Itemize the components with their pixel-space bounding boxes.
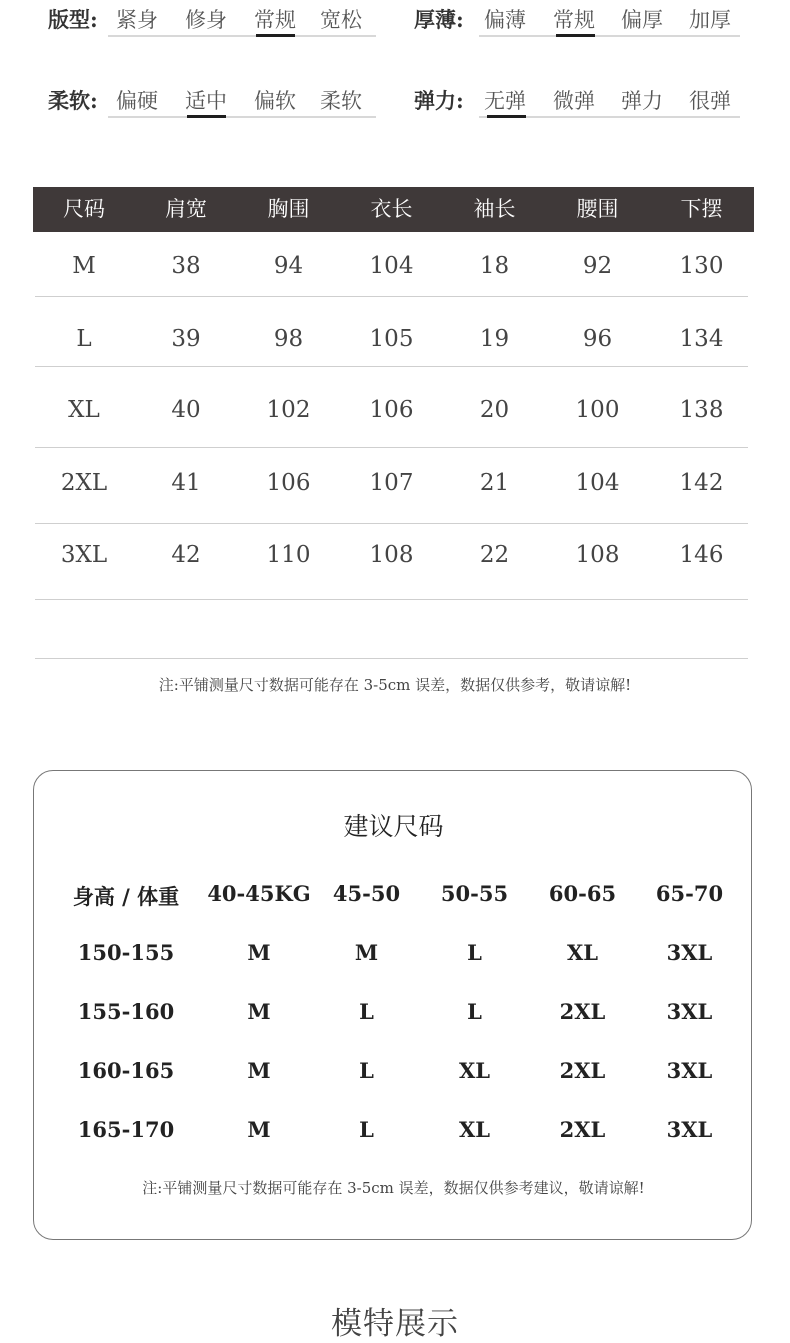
size-cell: 19 bbox=[479, 326, 510, 352]
size-cell: 22 bbox=[479, 542, 510, 568]
size-cell: 20 bbox=[479, 397, 510, 423]
size-cell: 142 bbox=[679, 470, 724, 496]
attr-softness-option: 适中 bbox=[185, 89, 227, 113]
weight-header: 45-50 bbox=[332, 881, 401, 906]
recommend-cell: 2XL bbox=[559, 999, 606, 1024]
size-cell: 102 bbox=[266, 397, 311, 423]
attr-fit-option: 修身 bbox=[185, 8, 227, 32]
height-label: 160-165 bbox=[77, 1058, 175, 1083]
size-cell: 94 bbox=[273, 253, 304, 279]
weight-header: 65-70 bbox=[655, 881, 724, 906]
size-cell: 96 bbox=[582, 326, 613, 352]
attr-softness-option: 偏软 bbox=[254, 89, 296, 113]
attr-elasticity-selected-marker bbox=[487, 115, 526, 118]
size-cell: 108 bbox=[369, 542, 414, 568]
attr-fit-option: 宽松 bbox=[320, 8, 362, 32]
size-table-header-cell: 腰围 bbox=[576, 197, 619, 221]
size-table-header-cell: 尺码 bbox=[63, 197, 105, 221]
size-cell: XL bbox=[68, 397, 100, 423]
attr-elasticity-option: 很弹 bbox=[689, 89, 731, 113]
size-cell: 106 bbox=[266, 470, 311, 496]
recommend-size-box bbox=[33, 770, 752, 1240]
attr-fit-option: 常规 bbox=[254, 8, 296, 32]
size-cell: 130 bbox=[679, 253, 724, 279]
height-label: 150-155 bbox=[77, 940, 175, 965]
attr-elasticity-option: 无弹 bbox=[484, 89, 526, 113]
recommend-cell: L bbox=[359, 1117, 374, 1142]
attr-softness-option: 柔软 bbox=[320, 89, 362, 113]
size-cell: M bbox=[72, 253, 96, 279]
attr-elasticity-label: 弹力: bbox=[414, 88, 464, 113]
model-section-title: 模特展示 bbox=[331, 1306, 459, 1342]
recommend-cell: 3XL bbox=[666, 1117, 713, 1142]
recommend-cell: 3XL bbox=[666, 999, 713, 1024]
size-cell: 98 bbox=[273, 326, 304, 352]
height-label: 155-160 bbox=[77, 999, 175, 1024]
recommend-cell: M bbox=[247, 940, 271, 965]
attr-thickness-option: 偏厚 bbox=[621, 8, 663, 32]
size-table-header-cell: 衣长 bbox=[370, 197, 413, 221]
recommend-cell: XL bbox=[458, 1117, 491, 1142]
row-divider bbox=[35, 599, 748, 600]
size-cell: 108 bbox=[575, 542, 620, 568]
recommend-cell: 2XL bbox=[559, 1058, 606, 1083]
row-divider bbox=[35, 447, 748, 448]
recommend-cell: M bbox=[247, 1117, 271, 1142]
recommend-cell: M bbox=[247, 999, 271, 1024]
size-cell: 104 bbox=[369, 253, 414, 279]
size-cell: 21 bbox=[479, 470, 510, 496]
attr-thickness-line bbox=[479, 35, 740, 37]
size-cell: 138 bbox=[679, 397, 724, 423]
size-cell: 40 bbox=[171, 397, 201, 423]
size-table-header-cell: 肩宽 bbox=[165, 197, 207, 221]
size-cell: 38 bbox=[171, 253, 201, 279]
attr-fit-option: 紧身 bbox=[116, 8, 158, 32]
size-cell: 41 bbox=[171, 470, 201, 496]
height-label: 165-170 bbox=[77, 1117, 175, 1142]
size-cell: 92 bbox=[582, 253, 613, 279]
attr-elasticity-option: 微弹 bbox=[553, 89, 595, 113]
size-cell: 106 bbox=[369, 397, 414, 423]
attr-thickness-option: 常规 bbox=[553, 8, 595, 32]
size-cell: 146 bbox=[679, 542, 724, 568]
attr-fit-label: 版型: bbox=[48, 7, 98, 32]
recommend-note: 注:平铺测量尺寸数据可能存在 3-5cm 误差，数据仅供参考建议，敬请谅解! bbox=[142, 1179, 645, 1197]
attr-thickness-option: 偏薄 bbox=[484, 8, 526, 32]
size-cell: 42 bbox=[171, 542, 201, 568]
recommend-cell: XL bbox=[566, 940, 599, 965]
attr-thickness-option: 加厚 bbox=[689, 8, 731, 32]
weight-header: 50-55 bbox=[440, 881, 509, 906]
recommend-cell: L bbox=[359, 999, 374, 1024]
recommend-cell: L bbox=[359, 1058, 374, 1083]
size-cell: L bbox=[76, 326, 92, 352]
size-table-note: 注:平铺测量尺寸数据可能存在 3-5cm 误差，数据仅供参考，敬请谅解! bbox=[158, 676, 632, 694]
size-cell: 110 bbox=[266, 542, 311, 568]
attr-thickness bbox=[0, 0, 790, 40]
size-cell: 18 bbox=[479, 253, 510, 279]
row-divider bbox=[35, 523, 748, 524]
attr-softness-option: 偏硬 bbox=[116, 89, 158, 113]
size-table-header-cell: 袖长 bbox=[473, 197, 516, 221]
recommend-cell: L bbox=[467, 940, 482, 965]
attr-thickness-selected-marker bbox=[556, 34, 595, 37]
size-cell: 100 bbox=[575, 397, 620, 423]
weight-header: 40-45KG bbox=[207, 881, 311, 906]
recommend-cell: 3XL bbox=[666, 1058, 713, 1083]
attr-elasticity-option: 弹力 bbox=[621, 89, 663, 113]
size-cell: 3XL bbox=[60, 542, 108, 568]
size-cell: 134 bbox=[679, 326, 724, 352]
attr-softness-label: 柔软: bbox=[48, 88, 98, 113]
size-cell: 107 bbox=[369, 470, 414, 496]
recommend-cell: 2XL bbox=[559, 1117, 606, 1142]
recommend-cell: M bbox=[247, 1058, 271, 1083]
size-cell: 2XL bbox=[60, 470, 108, 496]
recommend-cell: L bbox=[467, 999, 482, 1024]
recommend-cell: 3XL bbox=[666, 940, 713, 965]
attr-thickness-label: 厚薄: bbox=[414, 7, 464, 32]
recommend-corner-label: 身高 / 体重 bbox=[72, 884, 180, 909]
weight-header: 60-65 bbox=[548, 881, 617, 906]
size-cell: 39 bbox=[171, 326, 201, 352]
row-divider bbox=[35, 296, 748, 297]
row-divider bbox=[35, 658, 748, 659]
recommend-cell: M bbox=[354, 940, 379, 965]
size-table-header-cell: 胸围 bbox=[267, 197, 310, 221]
attr-elasticity bbox=[0, 81, 790, 121]
row-divider bbox=[35, 366, 748, 367]
size-table-header bbox=[33, 187, 754, 232]
size-cell: 104 bbox=[575, 470, 620, 496]
size-cell: 105 bbox=[369, 326, 414, 352]
recommend-cell: XL bbox=[458, 1058, 491, 1083]
size-table-header-cell: 下摆 bbox=[680, 197, 723, 221]
recommend-title: 建议尺码 bbox=[343, 812, 444, 841]
